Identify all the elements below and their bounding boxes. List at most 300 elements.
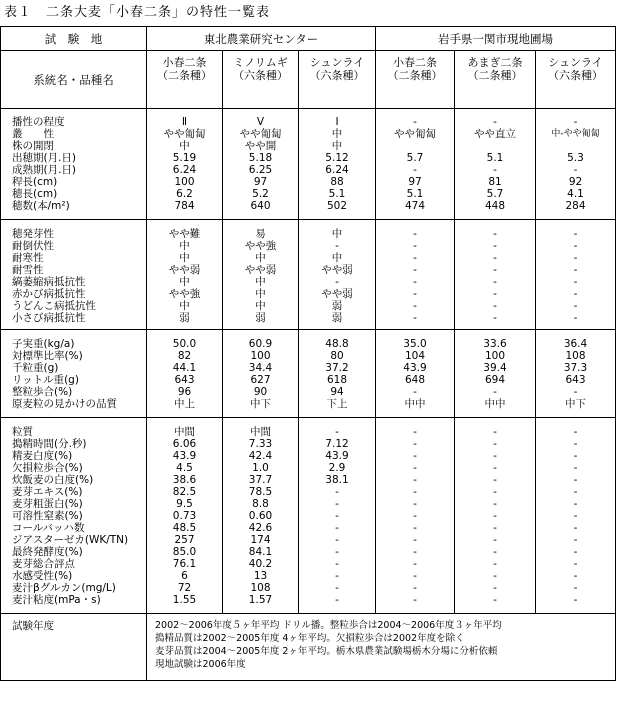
cell-value: - <box>573 386 578 398</box>
footer-note: 2002～2006年度５ヶ年平均 ドリル播。整粒歩合は2004～2006年度３ヶ年平均 <box>155 620 502 631</box>
cell-value: - <box>573 498 578 510</box>
cell-value: - <box>413 300 417 312</box>
cell-value: - <box>573 264 578 276</box>
cell-value: - <box>413 228 417 240</box>
cell-value: 82 <box>177 350 192 362</box>
cell-value: - <box>335 276 339 288</box>
cell-value: - <box>573 522 578 534</box>
cell-value: 100 <box>484 350 506 362</box>
cell-value: - <box>335 522 339 534</box>
cell-value: 中 <box>179 240 190 252</box>
cell-value: やや匍匐 <box>394 128 436 140</box>
cell-value: 43.9 <box>403 362 427 374</box>
cell-value: やや強 <box>168 288 201 300</box>
value-column-1 <box>223 418 299 614</box>
row-labels <box>1 109 147 220</box>
cell-value: - <box>573 510 578 522</box>
value-column-1 <box>223 109 299 220</box>
cell-value: 6.24 <box>325 164 349 176</box>
cell-value: - <box>413 164 417 176</box>
value-column-2 <box>299 330 376 418</box>
cell-value <box>536 140 615 152</box>
cell-value: やや弱 <box>321 288 353 300</box>
cell-value: やや匍匐 <box>239 128 282 140</box>
variety-name: シュンライ <box>309 56 365 69</box>
cell-value: 784 <box>174 200 195 212</box>
cell-value: 中 <box>179 300 190 312</box>
cell-value: - <box>573 300 578 312</box>
cell-value: - <box>413 534 417 546</box>
variety-header-1 <box>223 51 299 109</box>
cell-value: 96 <box>177 386 192 398</box>
cell-value: 下上 <box>326 398 348 410</box>
footer-label-cell <box>1 614 147 681</box>
cell-value: 5.2 <box>252 188 269 200</box>
cell-value: 81 <box>488 176 502 188</box>
row-label: 穂発芽性 <box>12 228 54 240</box>
cell-value: 40.2 <box>248 558 273 570</box>
cell-value: 中 <box>255 252 266 264</box>
cell-value: 42.6 <box>248 522 273 534</box>
cell-value: 50.0 <box>172 338 197 350</box>
cell-value: 6.25 <box>248 164 273 176</box>
cell-value: - <box>493 474 497 486</box>
cell-value: 48.8 <box>325 338 349 350</box>
cell-value: 8.8 <box>252 498 269 510</box>
variety-header-0 <box>147 51 223 109</box>
variety-name: あまぎ二条 <box>467 56 523 69</box>
cell-value: - <box>493 228 497 240</box>
cell-value: 中 <box>331 252 343 264</box>
cell-value: 中間 <box>174 426 195 438</box>
cell-value: 中上 <box>174 398 195 410</box>
cell-value: 34.4 <box>248 362 273 374</box>
cell-value: 中 <box>255 276 266 288</box>
cell-value: 48.5 <box>172 522 197 534</box>
variety-type: （二条種） <box>387 69 443 82</box>
cell-value: 弱 <box>179 312 190 324</box>
cell-value: 84.1 <box>248 546 273 558</box>
variety-type: （二条種） <box>467 69 523 82</box>
row-labels <box>1 330 147 418</box>
cell-value: 174 <box>250 534 271 546</box>
trial-site-label: 試 験 地 <box>1 27 147 51</box>
cell-value: 108 <box>250 582 271 594</box>
cell-value: - <box>493 486 497 498</box>
row-label: 炊飯麦の白度(%) <box>12 474 94 486</box>
cell-value: - <box>335 498 339 510</box>
cell-value: 108 <box>565 350 586 362</box>
cell-value: - <box>573 438 578 450</box>
row-label: リットル重(g) <box>12 374 79 386</box>
value-column-2 <box>299 220 376 330</box>
cell-value: 中 <box>255 300 266 312</box>
cell-value: 43.9 <box>172 450 197 462</box>
cell-value: - <box>573 276 578 288</box>
row-label: 耐倒伏性 <box>12 240 54 252</box>
cell-value: 2.9 <box>328 462 346 474</box>
row-labels <box>1 418 147 614</box>
cell-value: - <box>413 522 417 534</box>
cell-value: 弱 <box>331 312 343 324</box>
value-column-2 <box>299 418 376 614</box>
cell-value: 92 <box>568 176 583 188</box>
variety-header-3 <box>376 51 455 109</box>
cell-value: 627 <box>250 374 271 386</box>
cell-value: - <box>573 546 578 558</box>
row-label: 欠損粒歩合(%) <box>12 462 83 474</box>
cell-value: - <box>335 510 339 522</box>
cell-value: - <box>413 450 417 462</box>
cell-value: 0.73 <box>172 510 197 522</box>
row-label: 原麦粒の見かけの品質 <box>12 398 117 410</box>
row-label: うどんこ病抵抗性 <box>12 300 96 312</box>
cell-value: - <box>493 558 497 570</box>
row-label: 叢 性 <box>12 128 54 140</box>
cell-value: 1.0 <box>252 462 269 474</box>
cell-value: 5.1 <box>406 188 424 200</box>
cell-value: 中 <box>179 252 190 264</box>
cell-value: - <box>413 546 417 558</box>
cell-value: 37.3 <box>563 362 588 374</box>
cell-value: - <box>493 462 497 474</box>
row-labels <box>1 220 147 330</box>
cell-value: 694 <box>484 374 506 386</box>
cell-value: - <box>335 534 339 546</box>
variety-type: （二条種） <box>157 69 212 82</box>
cell-value: 中 <box>331 228 343 240</box>
row-label: 子実重(kg/a) <box>12 338 75 350</box>
row-label: 出穂期(月.日) <box>12 152 77 164</box>
cell-value: やや難 <box>168 228 201 240</box>
section-2 <box>1 330 616 418</box>
cell-value: 38.6 <box>172 474 197 486</box>
cell-value: - <box>573 288 578 300</box>
row-label: 耐雪性 <box>12 264 44 276</box>
cell-value: やや弱 <box>168 264 201 276</box>
cell-value: 44.1 <box>172 362 197 374</box>
cell-value: 97 <box>253 176 268 188</box>
footer-label: 試験年度 <box>12 620 54 632</box>
row-label: 搗精時間(分.秒) <box>12 438 87 450</box>
cell-value: - <box>493 288 497 300</box>
row-label: 麦芽総合評点 <box>12 558 75 570</box>
cell-value: 88 <box>330 176 344 188</box>
footer-row <box>1 614 616 681</box>
cell-value: 中中 <box>404 398 426 410</box>
cell-value: - <box>413 264 417 276</box>
variety-name: シュンライ <box>548 56 603 69</box>
cell-value: 76.1 <box>172 558 197 570</box>
cell-value: 中 <box>179 276 190 288</box>
value-column-5 <box>536 220 616 330</box>
row-label: 対標準比率(%) <box>12 350 83 362</box>
cell-value: - <box>493 498 497 510</box>
value-column-3 <box>376 330 455 418</box>
cell-value: - <box>573 450 578 462</box>
cell-value: - <box>413 240 417 252</box>
cell-value: - <box>335 582 339 594</box>
cell-value: - <box>493 534 497 546</box>
cell-value: 284 <box>565 200 586 212</box>
cell-value: - <box>413 386 417 398</box>
value-column-0 <box>147 418 223 614</box>
cell-value: 42.4 <box>248 450 273 462</box>
footer-note: 麦芽品質は2004～2005年度 2ヶ年平均。栃木県農業試験場栃木分場に分析依頼 <box>155 646 498 657</box>
cell-value: - <box>413 288 417 300</box>
cell-value: 60.9 <box>248 338 273 350</box>
cell-value: 5.1 <box>328 188 346 200</box>
cell-value: - <box>413 510 417 522</box>
cell-value: 5.18 <box>248 152 273 164</box>
cell-value <box>455 140 535 152</box>
cell-value: 43.9 <box>325 450 349 462</box>
cell-value: 中下 <box>565 398 587 410</box>
cell-value: 643 <box>565 374 586 386</box>
footer-note: 現地試験は2006年度 <box>155 659 246 670</box>
cell-value: 448 <box>484 200 506 212</box>
value-column-0 <box>147 220 223 330</box>
value-column-0 <box>147 109 223 220</box>
cell-value: やや匍匐 <box>163 128 206 140</box>
cell-value: - <box>493 386 497 398</box>
cell-value: 6.2 <box>176 188 193 200</box>
cell-value: やや強 <box>244 240 277 252</box>
variety-header-4 <box>455 51 536 109</box>
cell-value: - <box>493 276 497 288</box>
row-label: ジアスターゼカ(WK/TN) <box>12 534 129 546</box>
row-label: 縞萎縮病抵抗性 <box>12 276 86 288</box>
row-label: 麦汁粘度(mPa・s) <box>12 594 101 606</box>
cell-value: 94 <box>330 386 344 398</box>
cell-value: 35.0 <box>403 338 427 350</box>
row-label: 麦汁βグルカン(mg/L) <box>12 582 116 594</box>
value-column-2 <box>299 109 376 220</box>
section-1 <box>1 220 616 330</box>
cell-value: 中下 <box>250 398 271 410</box>
row-label: 精麦白度(%) <box>12 450 73 462</box>
cell-value: - <box>413 116 417 128</box>
cell-value: 13 <box>253 570 268 582</box>
row-label: 水感受性(%) <box>12 570 73 582</box>
value-column-3 <box>376 220 455 330</box>
cell-value: 640 <box>250 200 271 212</box>
cell-value: 中 <box>179 140 190 152</box>
cell-value: 7.12 <box>325 438 349 450</box>
row-label: 粒質 <box>12 426 33 438</box>
cell-value: - <box>493 570 497 582</box>
cell-value: - <box>335 570 339 582</box>
cell-value: 弱 <box>255 312 266 324</box>
cell-value: 5.19 <box>172 152 197 164</box>
cell-value: 1.57 <box>248 594 273 606</box>
cell-value: 33.6 <box>483 338 507 350</box>
cell-value: - <box>573 462 578 474</box>
cell-value: - <box>493 252 497 264</box>
cell-value <box>376 140 454 152</box>
cell-value: - <box>493 594 497 606</box>
variety-type: （六条種） <box>233 69 288 82</box>
cell-value: - <box>573 570 578 582</box>
cell-value: 中 <box>255 288 266 300</box>
variety-type: （六条種） <box>309 69 365 82</box>
row-label: 小さび病抵抗性 <box>12 312 86 324</box>
cell-value: - <box>493 450 497 462</box>
value-column-1 <box>223 330 299 418</box>
cell-value: 中中 <box>484 398 506 410</box>
cell-value: 9.5 <box>176 498 193 510</box>
cell-value: - <box>573 228 578 240</box>
cell-value: 648 <box>404 374 426 386</box>
row-label: 耐寒性 <box>12 252 44 264</box>
variety-header-2 <box>299 51 376 109</box>
cell-value: 104 <box>404 350 426 362</box>
cell-value: 中間 <box>250 426 271 438</box>
cell-value: 37.7 <box>248 474 273 486</box>
cell-value: 5.7 <box>406 152 424 164</box>
cell-value: 78.5 <box>248 486 273 498</box>
cell-value: - <box>413 594 417 606</box>
cell-value: - <box>493 546 497 558</box>
cell-value: - <box>573 486 578 498</box>
cell-value: - <box>335 546 339 558</box>
cell-value: - <box>413 276 417 288</box>
cell-value: 39.4 <box>483 362 507 374</box>
value-column-4 <box>455 418 536 614</box>
cell-value: 4.1 <box>567 188 584 200</box>
cell-value: 474 <box>404 200 426 212</box>
cell-value: - <box>493 582 497 594</box>
cell-value: 5.1 <box>486 152 504 164</box>
cell-value: 37.2 <box>325 362 349 374</box>
table-title: 表１ 二条大麦「小春二条」の特性一覧表 <box>4 5 271 20</box>
cell-value: - <box>573 582 578 594</box>
cell-value: - <box>493 240 497 252</box>
footer-notes <box>147 614 616 681</box>
cell-value: - <box>573 426 578 438</box>
cell-value: やや弱 <box>244 264 277 276</box>
cell-value: 5.7 <box>486 188 504 200</box>
variety-name: 小春二条 <box>162 56 207 69</box>
cell-value: - <box>413 462 417 474</box>
variety-name: 小春二条 <box>393 56 437 69</box>
cell-value: 6.06 <box>172 438 197 450</box>
cell-value: 7.33 <box>248 438 273 450</box>
value-column-1 <box>223 220 299 330</box>
cell-value: - <box>413 312 417 324</box>
cell-value: 0.60 <box>248 510 273 522</box>
cell-value: やや直立 <box>474 128 516 140</box>
cell-value: 643 <box>174 374 195 386</box>
cell-value: 72 <box>177 582 192 594</box>
cell-value: 100 <box>174 176 195 188</box>
value-column-4 <box>455 109 536 220</box>
row-label: 千粒重(g) <box>12 362 59 374</box>
row-label: 播性の程度 <box>12 116 65 128</box>
cell-value: 85.0 <box>172 546 197 558</box>
section-0 <box>1 109 616 220</box>
cell-value: - <box>573 594 578 606</box>
row-label: 穂数(本/m²) <box>12 200 70 212</box>
cell-value: - <box>493 164 497 176</box>
cell-value: やや弱 <box>321 264 353 276</box>
row-label: 赤かび病抵抗性 <box>12 288 86 300</box>
cell-value: - <box>335 486 339 498</box>
cell-value: Ⅴ <box>256 116 265 128</box>
row-label: 麦芽エキス(%) <box>12 486 83 498</box>
cell-value: 257 <box>174 534 195 546</box>
variety-header-5 <box>536 51 616 109</box>
characteristics-table <box>0 26 616 681</box>
value-column-0 <box>147 330 223 418</box>
cell-value: - <box>413 474 417 486</box>
cell-value: 4.5 <box>176 462 193 474</box>
value-column-3 <box>376 109 455 220</box>
cell-value: 97 <box>408 176 422 188</box>
cell-value: - <box>573 558 578 570</box>
cell-value: 38.1 <box>325 474 349 486</box>
cell-value: 中 <box>331 140 343 152</box>
cell-value: 中 <box>331 128 343 140</box>
row-label: 麦芽粗蛋白(%) <box>12 498 83 510</box>
cell-value: - <box>335 240 339 252</box>
cell-value: - <box>493 438 497 450</box>
row-label: 穂長(cm) <box>12 188 58 200</box>
cell-value: - <box>413 252 417 264</box>
cell-value: - <box>413 570 417 582</box>
value-column-5 <box>536 330 616 418</box>
row-label: 可溶性窒素(%) <box>12 510 83 522</box>
row-label: 整粒歩合(%) <box>12 386 73 398</box>
cell-value: 中-やや匍匐 <box>551 129 600 139</box>
cell-value: - <box>493 426 497 438</box>
cell-value: - <box>573 312 578 324</box>
cell-value: 80 <box>330 350 344 362</box>
cell-value: 5.12 <box>325 152 349 164</box>
variety-type: （六条種） <box>548 69 604 82</box>
cell-value: - <box>573 164 578 176</box>
section-3 <box>1 418 616 614</box>
cell-value: 36.4 <box>563 338 588 350</box>
row-label: 稈長(cm) <box>12 176 58 188</box>
cell-value: - <box>335 426 339 438</box>
cell-value: 90 <box>253 386 268 398</box>
cell-value: - <box>413 558 417 570</box>
cell-value: - <box>493 116 497 128</box>
cell-value: - <box>573 116 578 128</box>
cell-value: 100 <box>250 350 271 362</box>
tohoku-center-header: 東北農業研究センター <box>147 27 376 51</box>
cell-value: 5.3 <box>567 152 584 164</box>
cell-value: - <box>493 264 497 276</box>
variety-label: 系統名・品種名 <box>1 51 147 109</box>
cell-value: - <box>413 486 417 498</box>
cell-value: - <box>573 252 578 264</box>
cell-value: Ⅰ <box>335 116 339 128</box>
cell-value: 6.24 <box>172 164 197 176</box>
cell-value: 502 <box>326 200 348 212</box>
value-column-4 <box>455 330 536 418</box>
cell-value: - <box>493 300 497 312</box>
row-label: コールバッハ数 <box>12 522 85 534</box>
cell-value: 易 <box>255 228 266 240</box>
cell-value: 82.5 <box>172 486 197 498</box>
cell-value: 6 <box>181 570 188 582</box>
cell-value: - <box>493 510 497 522</box>
row-label: 株の開閉 <box>12 140 54 152</box>
cell-value: - <box>413 438 417 450</box>
footer-note: 搗精品質は2002～2005年度 4ヶ年平均。欠損粒歩合は2002年度を除く <box>155 633 465 644</box>
